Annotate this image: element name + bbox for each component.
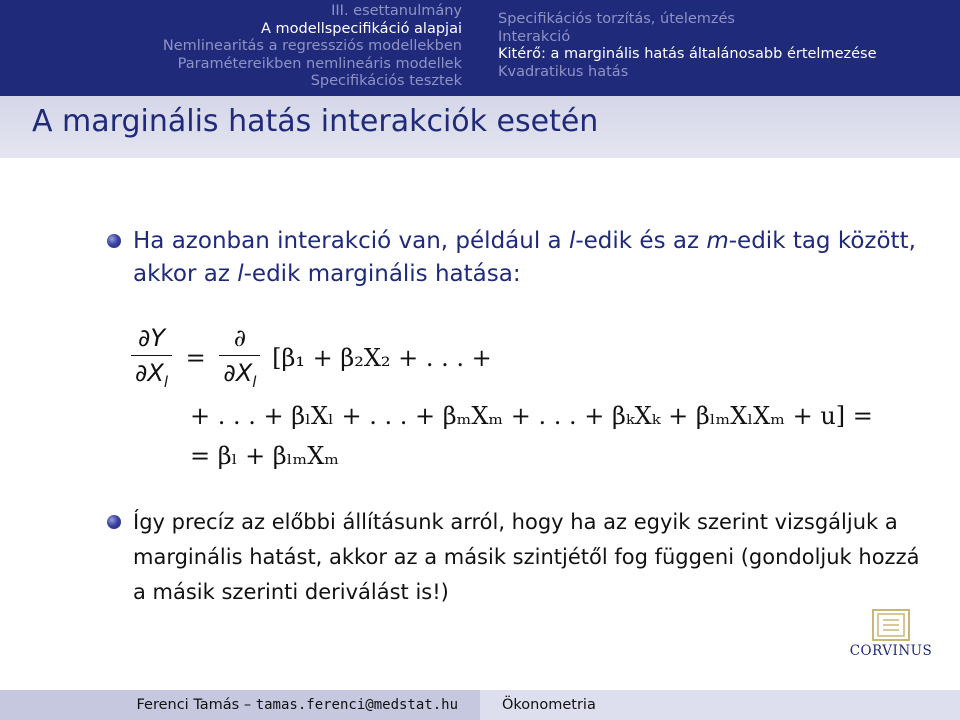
nav-part-title[interactable]: III. esettanulmány [331, 3, 462, 19]
footer-email[interactable]: tamas.ferenci@medstat.hu [255, 697, 458, 713]
footer-course: Ökonometria [480, 690, 960, 720]
navigation-header [0, 0, 960, 96]
formula-line-2: + . . . + βₗXₗ + . . . + βₘXₘ + . . . + βₖXₖ + βₗₘXₗXₘ + u] = [190, 402, 873, 430]
bullet-text-1: Ha azonban interakció van, például a l-edik és az m-edik tag között, akkor az l-edik marginális hatása: [133, 228, 916, 287]
logo-wordmark: CORVINUS [849, 643, 933, 659]
nav-subsection-torzitas[interactable]: Specifikációs torzítás, útelemzés [498, 11, 735, 27]
footer-author: Ferenci Tamás – tamas.ferenci@medstat.hu [0, 690, 480, 720]
footer [0, 690, 960, 720]
frame-title: A marginális hatás interakciók esetén [32, 104, 599, 139]
nav-subsection-interakcio[interactable]: Interakció [498, 28, 571, 45]
nav-section-parameterek[interactable]: Paramétereikben nemlineáris modellek [177, 55, 462, 72]
corvinus-logo [846, 608, 936, 670]
nav-subsection-kitero[interactable]: Kitérő: a marginális hatás általánosabb értelmezése [498, 46, 877, 62]
formula-line-1 [131, 321, 492, 399]
equals-sign: = [185, 344, 206, 373]
bullet-icon [107, 515, 121, 529]
nav-subsection-kvadratikus[interactable]: Kvadratikus hatás [498, 63, 629, 80]
formula-bracket-start: [β₁ + β₂X₂ + . . . + [272, 344, 492, 373]
nav-subsections [498, 0, 960, 90]
nav-sections [0, 0, 480, 90]
bullet-text-2: Így precíz az előbbi állításunk arról, hogy ha az egyik szerint vizsgáljuk a marginális hatást, akkor az a másik szintjétől fog függeni (gondoljuk hozzá a másik szerinti deriválást is!) [133, 510, 920, 604]
corvinus-crest-icon [871, 608, 911, 642]
nav-section-modellspecifikacio[interactable]: A modellspecifikáció alapjai [261, 20, 462, 37]
nav-section-nemlinearitas[interactable]: Nemlinearitás a regressziós modellekben [162, 38, 462, 54]
rhs-fraction: $\frac{\partial}{\partial X_l}$ [219, 321, 260, 399]
formula-line-3: = βₗ + βₗₘXₘ [190, 442, 340, 470]
lhs-fraction: $\frac{\partial Y}{\partial X_l}$ [131, 321, 172, 399]
bullet-icon [107, 234, 121, 248]
nav-section-specifikacios-tesztek[interactable]: Specifikációs tesztek [310, 73, 462, 89]
